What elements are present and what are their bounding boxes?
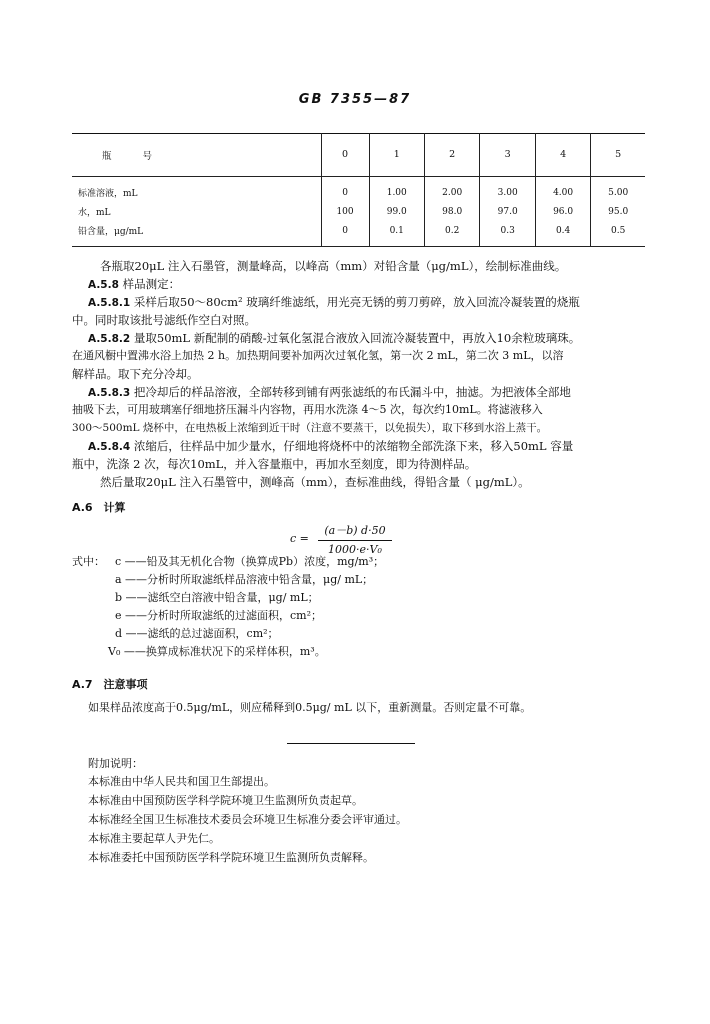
formula-fraction	[318, 522, 391, 556]
section-heading: 样品测定：	[122, 277, 181, 291]
section-number: A.6	[72, 501, 93, 514]
section-title: 注意事项	[103, 678, 148, 691]
table-cell: 0.3	[480, 221, 535, 247]
paragraph-text: 浓缩后，往样品中加少量水，仔细地将烧杯中的浓缩物全部洗涤下来，移入50mL 容量	[133, 439, 574, 453]
section-number: A.7	[72, 678, 93, 691]
variable-e: e ——分析时所取滤纸的过滤面积，cm²；	[115, 609, 323, 622]
table-header-cell: 瓶 号	[72, 133, 321, 177]
section-number: A.5.8.4	[88, 441, 131, 453]
variable-a: a ——分析时所取滤纸样品溶液中铅含量，μg/ mL；	[115, 573, 374, 586]
table-cell: 97.0	[480, 202, 535, 221]
measurement-paragraph: 然后量取20μL 注入石墨管中，测峰高（mm），查标准曲线，得铅含量（ μg/mL）。	[100, 475, 530, 489]
section-number: A.5.8.3	[88, 387, 131, 399]
separator-rule	[287, 743, 415, 744]
section-a584-line1	[88, 437, 573, 456]
table-header-cell: 2	[424, 133, 479, 177]
concentration-formula	[290, 522, 392, 556]
section-a582-line1	[88, 329, 580, 348]
table-header-cell: 1	[369, 133, 424, 177]
document-header: GB 7355—87	[298, 92, 412, 107]
formula-numerator: (a－b) d·50	[318, 522, 391, 541]
row-label: 铅含量，μg/mL	[72, 221, 321, 247]
table-row	[72, 202, 645, 221]
section-a582-line2: 在通风橱中置沸水浴上加热 2 h。加热期间要补加两次过氧化氢，第一次 2 mL，第二次 3 mL，以溶	[72, 349, 564, 362]
formula-denominator: 1000·e·V₀	[328, 543, 382, 556]
where-label: 式中：	[72, 555, 105, 568]
table-cell: 0	[321, 221, 369, 247]
table-cell: 99.0	[369, 202, 424, 221]
formula-lhs: c =	[290, 532, 309, 545]
table-row	[72, 221, 645, 247]
section-a583-line2: 抽吸下去，可用玻璃塞仔细地挤压漏斗内容物，再用水洗涤 4～5 次，每次约10mL。将滤液移入	[72, 403, 543, 416]
section-number: A.5.8	[88, 279, 119, 291]
section-title: 计算	[103, 501, 126, 514]
table-row	[72, 177, 645, 203]
section-a6-heading	[72, 498, 126, 517]
section-a584-line2: 瓶中，洗涤 2 次，每次10mL，并入容量瓶中，再加水至刻度，即为待测样品。	[72, 457, 477, 471]
standard-solution-table	[72, 133, 645, 247]
section-number: A.5.8.1	[88, 297, 131, 309]
dilution-note: 如果样品浓度高于0.5μg/mL，则应稀释到0.5μg/ mL 以下，重新测量。否则定量不可靠。	[88, 701, 532, 714]
section-a581-line1	[88, 293, 580, 312]
table-cell: 0	[321, 177, 369, 203]
table-cell: 5.00	[591, 177, 645, 203]
table-header-cell: 5	[591, 133, 645, 177]
table-cell: 3.00	[480, 177, 535, 203]
table-cell: 0.1	[369, 221, 424, 247]
table-cell: 0.5	[591, 221, 645, 247]
table-cell: 0.4	[535, 221, 590, 247]
table-cell: 95.0	[591, 202, 645, 221]
section-a7-heading	[72, 675, 148, 694]
paragraph-text: 量取50mL 新配制的硝酸-过氧化氢混合液放入回流冷凝装置中，再放入10余粒玻璃珠。	[133, 331, 581, 345]
note-line: 本标准经全国卫生标准技术委员会环境卫生标准分委会评审通过。	[88, 813, 407, 826]
note-line: 本标准委托中国预防医学科学院环境卫生监测所负责解释。	[88, 851, 374, 864]
section-a58	[88, 275, 180, 294]
note-line: 本标准由中华人民共和国卫生部提出。	[88, 775, 275, 788]
paragraph-text: 把冷却后的样品溶液，全部转移到铺有两张滤纸的布氏漏斗中，抽滤。为把液体全部地	[133, 385, 571, 399]
table-cell: 1.00	[369, 177, 424, 203]
row-label: 标准溶液，mL	[78, 189, 138, 199]
note-line: 本标准主要起草人尹先仁。	[88, 832, 220, 845]
variable-v0: V₀ ——换算成标准状况下的采样体积，m³。	[108, 645, 326, 658]
note-line: 本标准由中国预防医学科学院环境卫生监测所负责起草。	[88, 794, 363, 807]
section-a583-line1	[88, 383, 571, 402]
table-header-row	[72, 133, 645, 177]
section-number: A.5.8.2	[88, 333, 131, 345]
variable-d: d ——滤纸的总过滤面积，cm²；	[115, 627, 279, 640]
table-cell: 4.00	[535, 177, 590, 203]
table-cell: 2.00	[424, 177, 479, 203]
table-cell: 98.0	[424, 202, 479, 221]
variable-b: b ——滤纸空白溶液中铅含量，μg/ mL；	[115, 591, 319, 604]
table-cell: 0.2	[424, 221, 479, 247]
table-header-cell: 4	[535, 133, 590, 177]
paragraph-text: 采样后取50～80cm² 玻璃纤维滤纸，用光亮无锈的剪刀剪碎，放入回流冷凝装置的烧瓶	[133, 295, 580, 309]
table-cell: 100	[321, 202, 369, 221]
row-label: 水，mL	[78, 208, 111, 218]
table-cell: 96.0	[535, 202, 590, 221]
section-a581-line2: 中。同时取该批号滤纸作空白对照。	[72, 313, 256, 327]
section-a583-line3: 300～500mL 烧杯中，在电热板上浓缩到近干时（注意不要蒸干，以免损失），取下移到水浴上蒸干。	[72, 422, 548, 434]
table-header-cell: 0	[321, 133, 369, 177]
section-a582-line3: 解样品。取下充分冷却。	[72, 367, 199, 381]
table-header-cell: 3	[480, 133, 535, 177]
notes-title: 附加说明：	[88, 757, 143, 770]
calibration-paragraph: 各瓶取20μL 注入石墨管，测量峰高，以峰高（mm）对铅含量（μg/mL），绘制标准曲线。	[100, 259, 567, 273]
variable-c: c ——铅及其无机化合物（换算成Pb）浓度，mg/m³；	[115, 555, 385, 568]
